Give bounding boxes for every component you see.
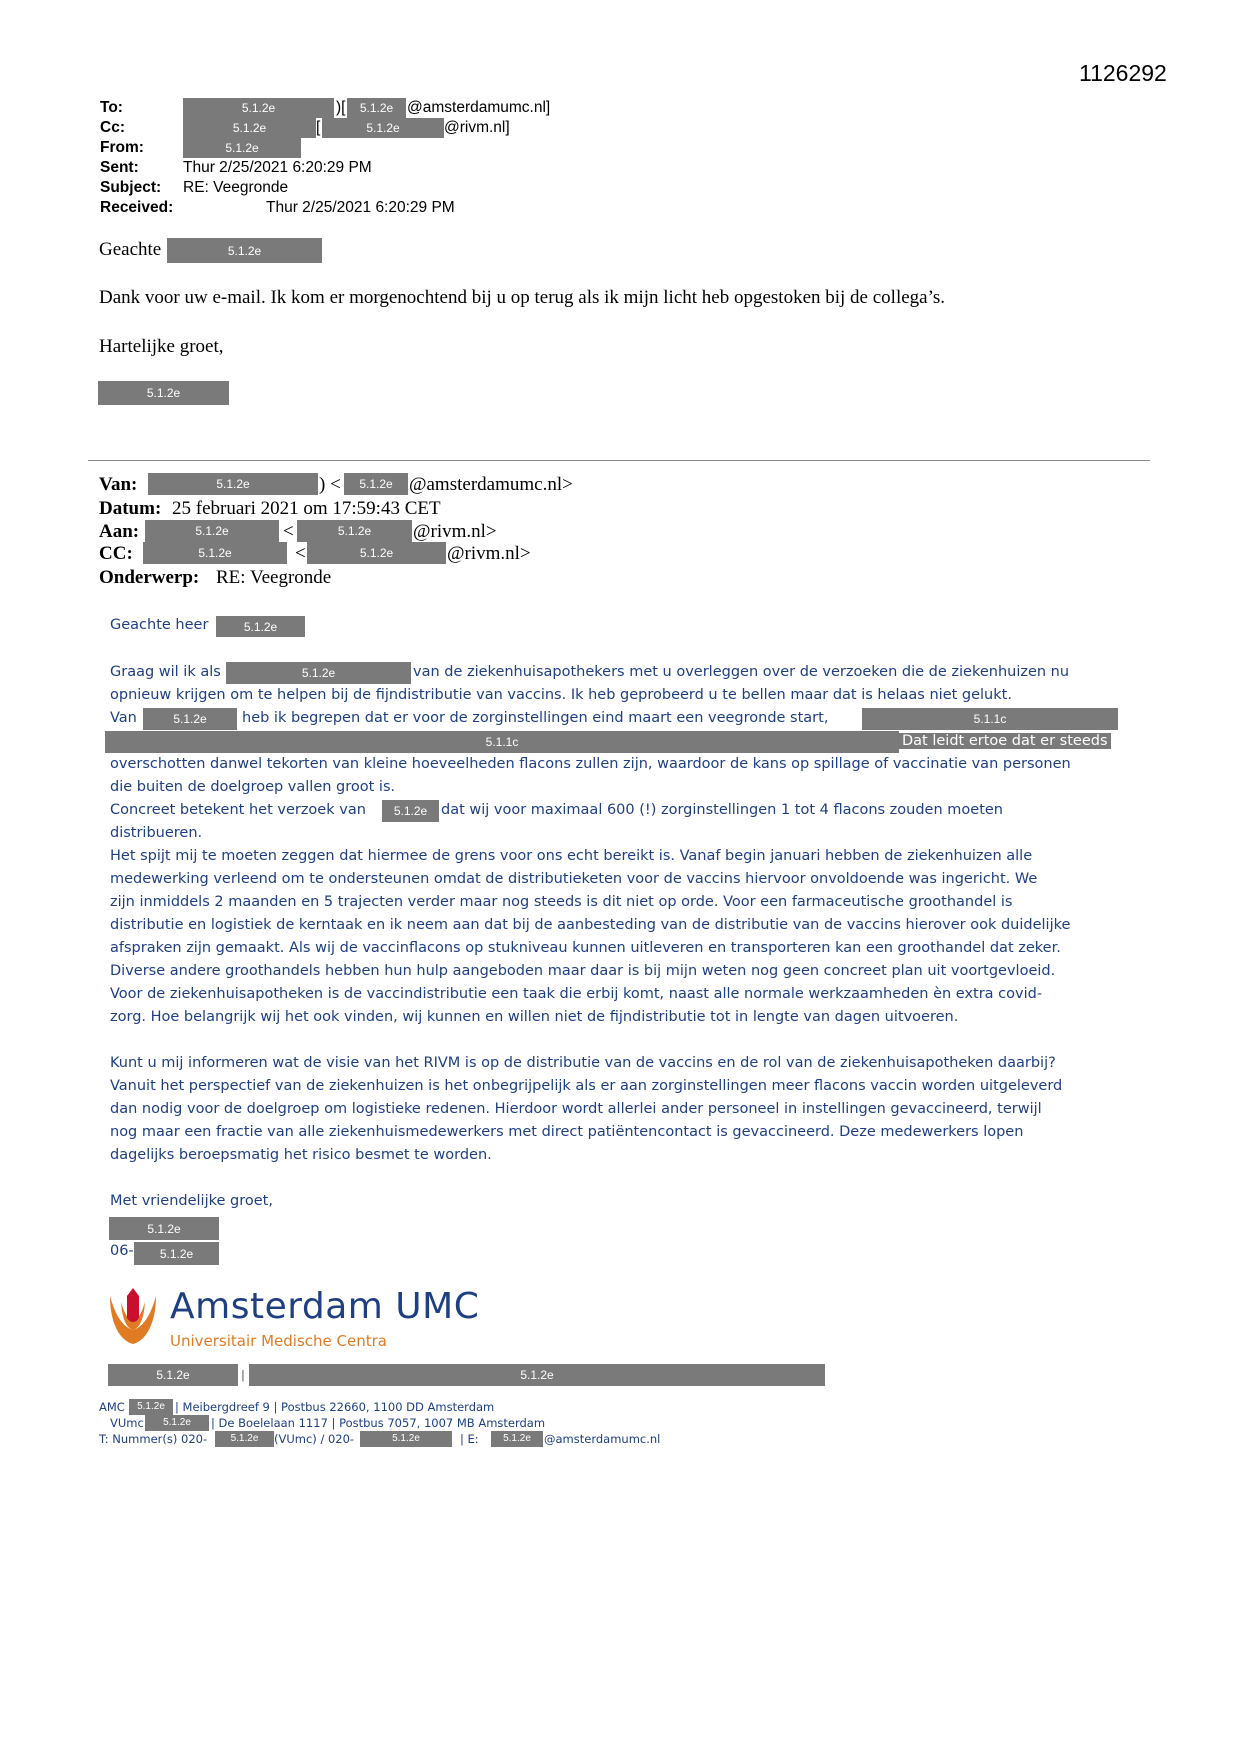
redacted-van-name: 5.1.2e — [148, 473, 318, 495]
sig-separator: | — [241, 1368, 245, 1382]
amc-prefix: AMC — [99, 1400, 125, 1414]
cc2-label: CC: — [99, 543, 133, 564]
p3-line6: Diverse andere groothandels hebben hun hulp aangeboden maar daar is bij mijn weten nog geen concreet plan uit voortgevloeid. — [110, 963, 1056, 979]
tulip-logo-icon — [108, 1288, 158, 1348]
redacted-aan-email: 5.1.2e — [297, 520, 412, 542]
redacted-email1-signature: 5.1.2e — [98, 381, 229, 405]
p1-line4: Dat leidt ertoe dat er steeds — [899, 733, 1111, 749]
onderwerp-value: RE: Veegronde — [216, 567, 332, 588]
amc-address: | Meibergdreef 9 | Postbus 22660, 1100 DD Amsterdam — [175, 1400, 495, 1414]
from-label: From: — [100, 139, 144, 156]
sent-value: Thur 2/25/2021 6:20:29 PM — [183, 159, 372, 176]
p4-line4: nog maar een fractie van alle ziekenhuismedewerkers met direct patiëntencontact is gevaccineerd. Deze medewerkers lopen — [110, 1124, 1024, 1140]
email-domain: @amsterdamumc.nl — [544, 1432, 661, 1446]
p1-line5: overschotten danwel tekorten van kleine hoeveelheden flacons zullen zijn, waardoor de kans op spillage of vaccinatie van personen — [110, 756, 1071, 772]
redacted-salutation-name: 5.1.2e — [167, 238, 322, 263]
redacted-van-email: 5.1.2e — [344, 473, 408, 495]
subject-label: Subject: — [100, 179, 162, 196]
phone-prefix: 06- — [110, 1243, 134, 1259]
vumc-address: | De Boelelaan 1117 | Postbus 7057, 1007 MB Amsterdam — [211, 1416, 546, 1430]
redacted-cc-name: 5.1.2e — [183, 118, 316, 138]
p2-line2: distribueren. — [110, 825, 203, 841]
received-value: Thur 2/25/2021 6:20:29 PM — [266, 199, 455, 216]
cc2-lt: < — [295, 543, 306, 564]
tel-mid: (VUmc) / 020- — [274, 1432, 355, 1446]
email2-closing: Met vriendelijke groet, — [110, 1193, 273, 1209]
p1-line3-a: Van — [110, 710, 137, 726]
van-domain: @amsterdamumc.nl> — [409, 474, 573, 495]
p3-line7: Voor de ziekenhuisapotheken is de vaccindistributie een taak die erbij komt, naast alle normale werkzaamheden èn extra covid- — [110, 986, 1043, 1002]
redacted-phone: 5.1.2e — [134, 1242, 219, 1265]
to-bracket: )[ — [336, 99, 346, 116]
p3-line1: Het spijt mij te moeten zeggen dat hiermee de grens voor ons echt bereikt is. Vanaf begin januari hebben de ziekenhuizen alle — [110, 848, 1033, 864]
to-label: To: — [100, 99, 123, 116]
redacted-to-name: 5.1.2e — [183, 98, 334, 118]
datum-label: Datum: — [99, 498, 162, 519]
tel-prefix: T: Nummer(s) 020- — [99, 1432, 208, 1446]
redacted-sig-name: 5.1.2e — [108, 1364, 238, 1386]
p4-line5: dagelijks beroepsmatig het risico besmet te worden. — [110, 1147, 492, 1163]
redacted-tel-2: 5.1.2e — [360, 1431, 452, 1447]
logo-subtitle: Universitair Medische Centra — [170, 1332, 387, 1350]
email1-closing: Hartelijke groet, — [99, 336, 224, 357]
p2-line1-a: Concreet betekent het verzoek van — [110, 802, 366, 818]
van-label: Van: — [99, 474, 138, 495]
cc-bracket: [ — [316, 119, 321, 136]
redacted-from: 5.1.2e — [183, 138, 301, 158]
p3-line2: medewerking verleend om te ondersteunen omdat de distributieketen voor de vaccins hiervoor onvoldoende was ingericht. We — [110, 871, 1038, 887]
redacted-salutation2-name: 5.1.2e — [216, 616, 305, 637]
redacted-role: 5.1.2e — [226, 662, 411, 684]
p1-line6: die buiten de doelgroep vallen groot is. — [110, 779, 396, 795]
email-divider — [88, 460, 1150, 461]
onderwerp-label: Onderwerp: — [99, 567, 200, 588]
p1-line2: opnieuw krijgen om te helpen bij de fijndistributie van vaccins. Ik heb geprobeerd u te bellen maar dat is helaas niet gelukt. — [110, 687, 1012, 703]
p1-line1-a: Graag wil ik als — [110, 664, 221, 680]
redacted-sender-name: 5.1.2e — [109, 1217, 219, 1240]
redacted-vumc: 5.1.2e — [145, 1415, 209, 1431]
redacted-amc: 5.1.2e — [129, 1399, 173, 1415]
van-bracket: ) < — [319, 474, 341, 495]
redacted-5-1-1c-a: 5.1.1c — [862, 708, 1118, 730]
email2-salutation: Geachte heer — [110, 617, 209, 633]
aan-label: Aan: — [99, 521, 140, 542]
p1-line1-b: van de ziekenhuisapothekers met u overleggen over de verzoeken die de ziekenhuizen nu — [413, 664, 1070, 680]
redacted-5-1-1c-b: 5.1.1c — [105, 731, 899, 753]
p3-line5: afspraken zijn gemaakt. Als wij de vaccinflacons op stukniveau kunnen uitleveren en transporteren kan een groothandel dat zeker. — [110, 940, 1061, 956]
p3-line8: zorg. Hoe belangrijk wij het ook vinden, wij kunnen en willen niet de fijndistributie tot in lengte van dagen uitvoeren. — [110, 1009, 959, 1025]
p2-line1-b: dat wij voor maximaal 600 (!) zorginstellingen 1 tot 4 flacons zouden moeten — [441, 802, 1003, 818]
p4-line2: Vanuit het perspectief van de ziekenhuizen is het onbegrijpelijk als er aan zorginstellingen meer flacons vaccin worden uitgeleverd — [110, 1078, 1063, 1094]
logo-title: Amsterdam UMC — [170, 1286, 480, 1327]
cc2-domain: @rivm.nl> — [447, 543, 531, 564]
p3-line3: zijn inmiddels 2 maanden en 5 trajecten verder maar nog steeds is dit niet op orde. Voor een farmaceutische groothandel is — [110, 894, 1013, 910]
vumc-prefix: VUmc — [110, 1416, 144, 1430]
document-id: 1126292 — [1079, 60, 1167, 86]
aan-domain: @rivm.nl> — [413, 521, 497, 542]
redacted-cc2-email: 5.1.2e — [307, 542, 446, 564]
redacted-tel-1: 5.1.2e — [215, 1431, 274, 1447]
p4-line1: Kunt u mij informeren wat de visie van het RIVM is op de distributie van de vaccins en de rol van de ziekenhuisapotheken daarbij? — [110, 1055, 1056, 1071]
subject-value: RE: Veegronde — [183, 179, 289, 196]
redacted-aan-name: 5.1.2e — [145, 520, 279, 542]
aan-lt: < — [283, 521, 294, 542]
redacted-source: 5.1.2e — [143, 708, 237, 730]
cc-label: Cc: — [100, 119, 125, 136]
redacted-to-email: 5.1.2e — [347, 98, 406, 118]
email1-salutation: Geachte — [99, 239, 162, 260]
received-label: Received: — [100, 199, 174, 216]
redacted-email: 5.1.2e — [491, 1431, 543, 1447]
cc-domain: @rivm.nl] — [444, 119, 510, 136]
redacted-sig-title: 5.1.2e — [249, 1364, 825, 1386]
redacted-cc2-name: 5.1.2e — [143, 542, 287, 564]
redacted-requester: 5.1.2e — [382, 800, 439, 822]
sent-label: Sent: — [100, 159, 139, 176]
p4-line3: dan nodig voor de doelgroep om logistieke redenen. Hierdoor wordt allerlei ander personeel in instellingen gevaccineerd, terwijl — [110, 1101, 1042, 1117]
redacted-cc-email: 5.1.2e — [322, 118, 444, 138]
datum-value: 25 februari 2021 om 17:59:43 CET — [172, 498, 441, 519]
p1-line3-b: heb ik begrepen dat er voor de zorginstellingen eind maart een veegronde start, — [242, 710, 829, 726]
tel-sep: | E: — [460, 1432, 479, 1446]
to-domain: @amsterdamumc.nl] — [407, 99, 551, 116]
p3-line4: distributie en logistiek de kerntaak en ik neem aan dat bij de aanbesteding van de distributie van de vaccins hierover ook duidelijke — [110, 917, 1071, 933]
email1-body: Dank voor uw e-mail. Ik kom er morgenochtend bij u op terug als ik mijn licht heb opgestoken bij de collega’s. — [99, 287, 946, 308]
